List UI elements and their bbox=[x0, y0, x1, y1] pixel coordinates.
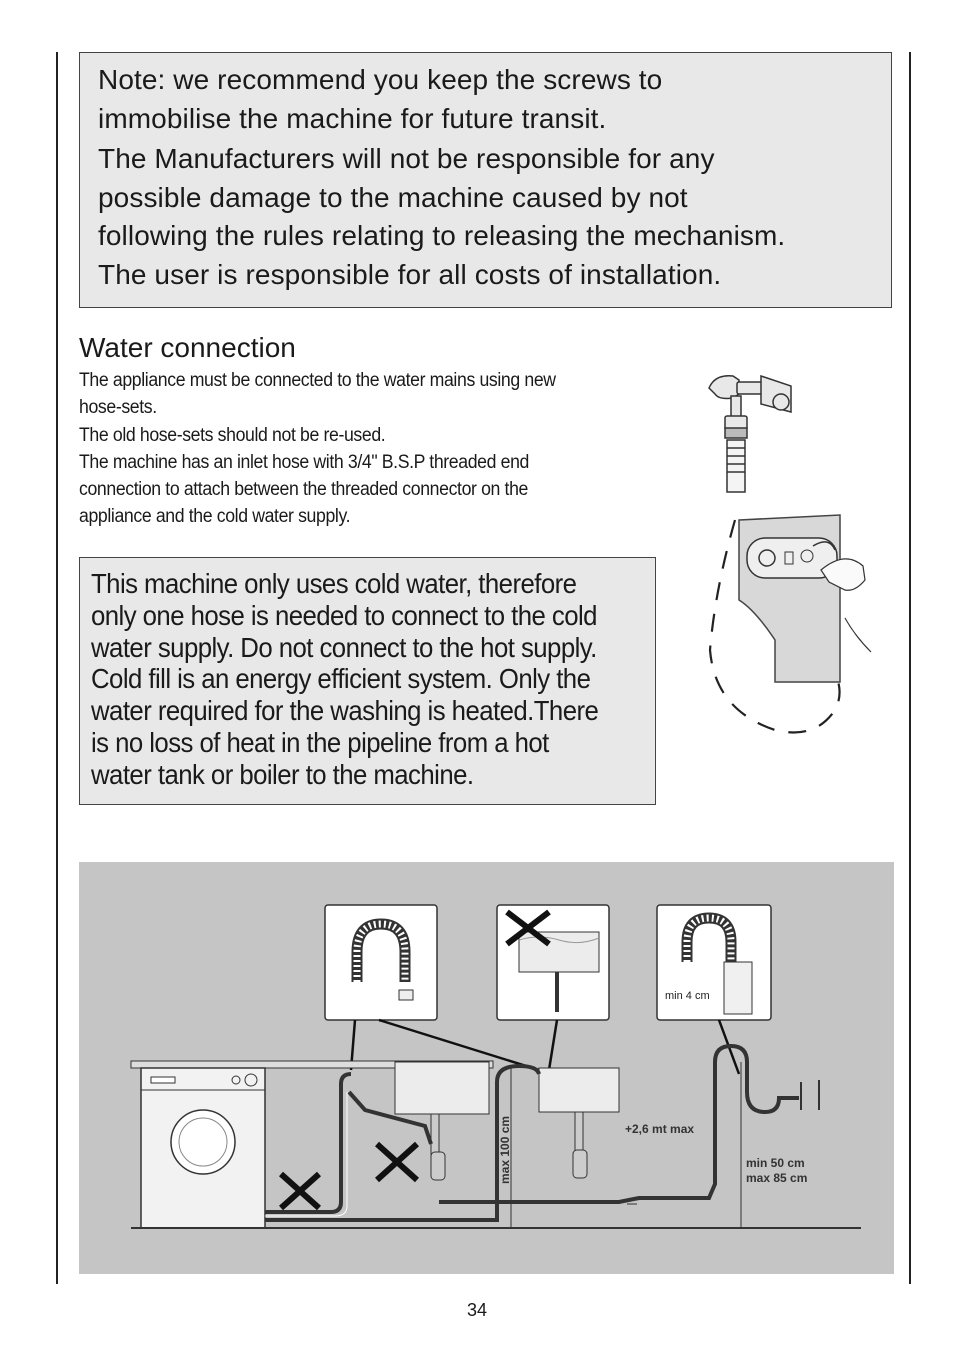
tap-icon bbox=[709, 376, 791, 492]
inset-hose-wrong bbox=[497, 905, 609, 1020]
body-line: hose-sets. bbox=[79, 397, 157, 419]
label-plus-26: +2,6 mt max bbox=[625, 1122, 695, 1136]
note-line: immobilise the machine for future transit. bbox=[98, 102, 607, 134]
installation-diagram bbox=[79, 862, 894, 1274]
water-connection-text bbox=[79, 367, 618, 531]
sink-right bbox=[539, 1068, 619, 1178]
body-line: appliance and the cold water supply. bbox=[79, 506, 351, 528]
body-line: The old hose-sets should not be re-used. bbox=[79, 424, 386, 446]
note-box bbox=[79, 52, 892, 308]
left-margin-rule bbox=[56, 52, 58, 1284]
cold-water-box bbox=[79, 557, 656, 805]
cold-line: is no loss of heat in the pipeline from a hot bbox=[91, 726, 549, 758]
note-line: following the rules relating to releasing the mechanism. bbox=[98, 220, 786, 251]
cold-line: only one hose is needed to connect to the cold bbox=[91, 599, 597, 631]
cold-line: water tank or boiler to the machine. bbox=[91, 758, 474, 790]
cold-line: This machine only uses cold water, therefore bbox=[91, 568, 577, 599]
note-line: The user is responsible for all costs of installation. bbox=[98, 258, 722, 290]
note-line: Note: we recommend you keep the screws to bbox=[98, 64, 663, 95]
label-min-50: min 50 cm bbox=[746, 1156, 805, 1170]
cold-line: Cold fill is an energy efficient system. Only the bbox=[91, 663, 591, 695]
label-min-4: min 4 cm bbox=[665, 990, 710, 1002]
section-title: Water connection bbox=[79, 332, 296, 363]
inset-hose-height bbox=[657, 905, 771, 1020]
machine-back-panel bbox=[739, 515, 871, 682]
label-max-85: max 85 cm bbox=[746, 1171, 808, 1185]
body-line: connection to attach between the threaded connector on the bbox=[79, 479, 528, 501]
page-number: 34 bbox=[466, 1300, 488, 1320]
inset-hose-correct bbox=[325, 905, 437, 1020]
note-line: The Manufacturers will not be responsible for any bbox=[98, 143, 715, 174]
tap-hose-illustration bbox=[695, 360, 885, 740]
cold-line: water supply. Do not connect to the hot supply. bbox=[91, 631, 597, 663]
note-line: possible damage to the machine caused by not bbox=[98, 181, 688, 213]
body-line: The machine has an inlet hose with 3/4" B.S.P threaded end bbox=[79, 451, 529, 473]
cold-line: water required for the washing is heated.There bbox=[91, 695, 599, 727]
right-margin-rule bbox=[909, 52, 911, 1284]
washing-machine bbox=[141, 1068, 265, 1228]
label-max-100: max 100 cm bbox=[498, 1115, 512, 1184]
body-line: The appliance must be connected to the water mains using new bbox=[79, 370, 556, 391]
